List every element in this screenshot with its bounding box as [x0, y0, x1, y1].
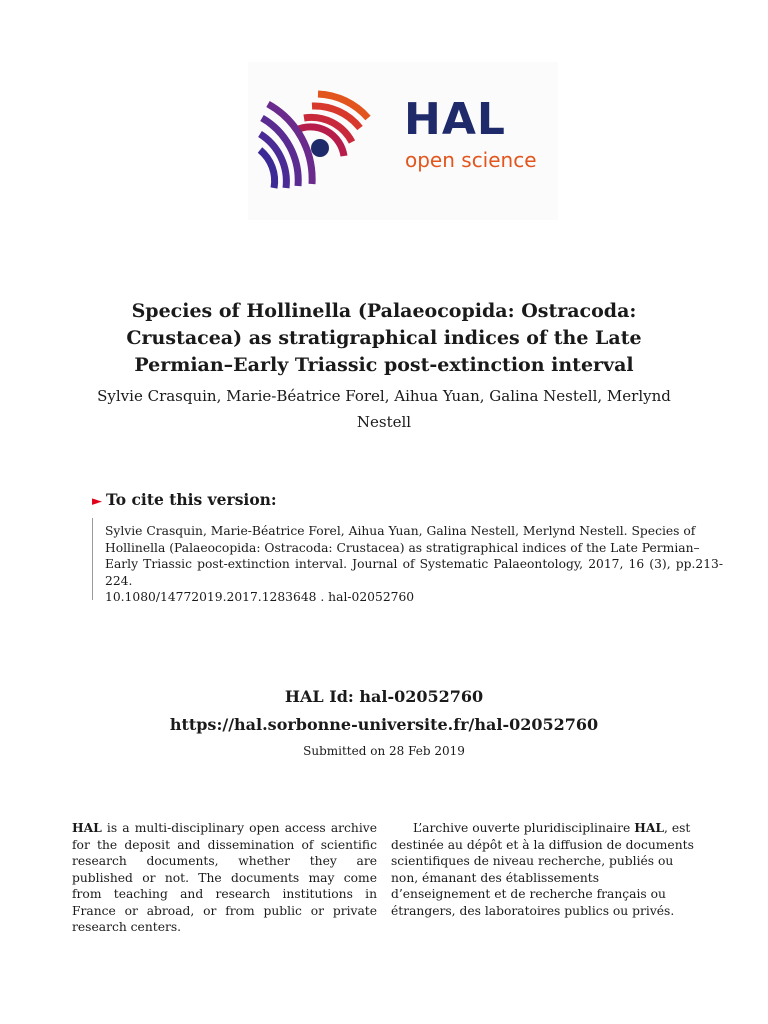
- hal-bold-label: HAL: [72, 820, 102, 835]
- title-line: Species of Hollinella (Palaeocopida: Ostracoda:: [131, 300, 637, 322]
- citation-line: 10.1080/14772019.2017.1283648 . hal-02052760: [105, 590, 415, 604]
- citation-line: Sylvie Crasquin, Marie-Béatrice Forel, Aihua Yuan, Galina Nestell, Merlynd Nestell. Species of: [105, 524, 696, 538]
- hal-arcs-icon: [256, 84, 376, 194]
- logo-hal-text: HAL: [404, 94, 506, 145]
- hal-url-link[interactable]: https://hal.sorbonne-universite.fr/hal-02052760: [169, 715, 599, 734]
- cite-heading-text: To cite this version:: [106, 490, 277, 509]
- citation-line: Early Triassic post-extinction interval. Journal of Systematic Palaeontology, 2017, 16 (3), pp.213-224.: [105, 557, 723, 588]
- authors-line: Nestell: [356, 413, 412, 431]
- citation-block: [92, 518, 727, 604]
- cite-heading: [92, 490, 277, 512]
- citation-text: [105, 523, 723, 606]
- french-text-after: , est destinée au dépôt et à la diffusion de documents scientifiques de niveau recherche, publiés ou non, émanant des établissements d’enseignement et de recherche français ou étrangers, des laboratoires publics ou privés.: [391, 821, 694, 918]
- english-text: is a multi-disciplinary open access archive for the deposit and dissemination of scientific research documents, whether they are published or not. The documents may come from teaching and research institutions in France or abroad, or from public or private research centers.: [72, 821, 377, 934]
- submission-date: Submitted on 28 Feb 2019: [303, 744, 465, 758]
- citation-line: Hollinella (Palaeocopida: Ostracoda: Crustacea) as stratigraphical indices of the Late Permian–: [105, 540, 700, 555]
- authors: [70, 383, 698, 435]
- logo-subtitle: open science: [405, 148, 537, 172]
- hal-id: HAL Id: hal-02052760: [284, 687, 484, 706]
- triangle-arrow-icon: ►: [92, 494, 102, 509]
- french-text-before: L’archive ouverte pluridisciplinaire: [413, 821, 635, 835]
- hal-bold-label: HAL: [634, 820, 665, 835]
- title-line: Crustacea) as stratigraphical indices of the Late: [126, 327, 642, 349]
- title-line: Permian–Early Triassic post-extinction interval: [134, 354, 634, 376]
- french-description: [391, 820, 696, 919]
- authors-line: Sylvie Crasquin, Marie-Béatrice Forel, Aihua Yuan, Galina Nestell, Merlynd: [97, 387, 671, 405]
- paper-title: [60, 298, 708, 379]
- english-description: [72, 820, 377, 936]
- hal-logo: [248, 62, 558, 220]
